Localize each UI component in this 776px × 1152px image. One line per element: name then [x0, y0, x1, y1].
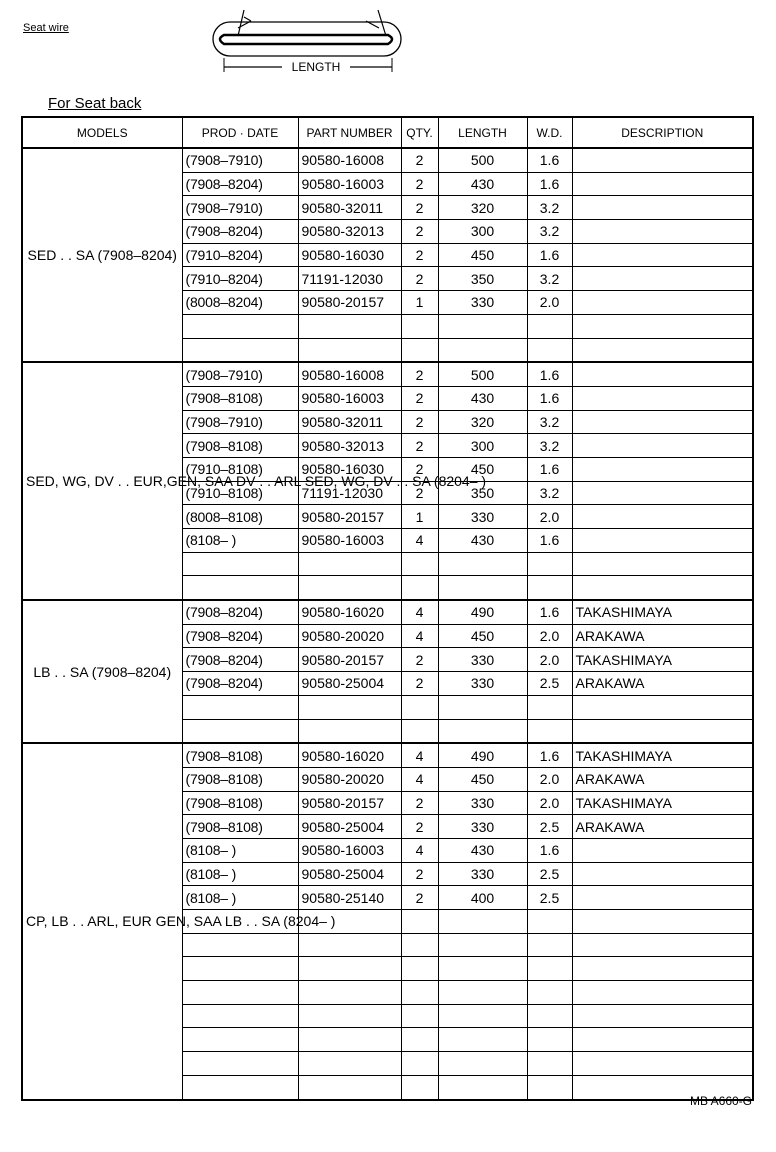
- prod-cell: (8008–8108): [182, 505, 298, 529]
- model-cell: CP, LB . . ARL, EUR GEN, SAA LB . . SA (8204– ): [22, 743, 182, 1099]
- prod-cell: (7908–8108): [182, 743, 298, 767]
- column-header: QTY.: [401, 117, 438, 148]
- qty-cell: [401, 695, 438, 719]
- wd-cell: 1.6: [527, 529, 572, 553]
- part-cell: 90580-32013: [298, 220, 401, 244]
- prod-cell: [182, 552, 298, 576]
- part-cell: 90580-16008: [298, 362, 401, 386]
- wd-cell: [527, 910, 572, 934]
- column-header: PROD · DATE: [182, 117, 298, 148]
- prod-cell: (7908–8108): [182, 815, 298, 839]
- part-cell: 90580-16020: [298, 600, 401, 624]
- prod-cell: (7908–8108): [182, 434, 298, 458]
- wd-cell: [527, 1075, 572, 1099]
- len-cell: 350: [438, 267, 527, 291]
- table-body: [22, 148, 753, 1100]
- desc-cell: ARAKAWA: [572, 815, 753, 839]
- part-cell: [298, 1052, 401, 1076]
- len-cell: 330: [438, 815, 527, 839]
- len-cell: [438, 576, 527, 600]
- part-cell: 90580-16003: [298, 838, 401, 862]
- len-cell: [438, 695, 527, 719]
- table-row: [22, 362, 753, 386]
- len-cell: 450: [438, 457, 527, 481]
- part-cell: 90580-25140: [298, 886, 401, 910]
- part-cell: 90580-16030: [298, 243, 401, 267]
- wd-cell: [527, 576, 572, 600]
- footer-code: MB A660-G: [689, 1094, 752, 1108]
- prod-cell: (8008–8204): [182, 291, 298, 315]
- len-cell: 500: [438, 148, 527, 172]
- model-cell: LB . . SA (7908–8204): [22, 600, 182, 743]
- qty-cell: 2: [401, 172, 438, 196]
- part-cell: 90580-16020: [298, 743, 401, 767]
- qty-cell: 2: [401, 672, 438, 696]
- qty-cell: [401, 910, 438, 934]
- desc-cell: [572, 386, 753, 410]
- wd-cell: 2.0: [527, 624, 572, 648]
- part-cell: [298, 338, 401, 362]
- wd-cell: 2.5: [527, 862, 572, 886]
- wd-cell: 1.6: [527, 386, 572, 410]
- qty-cell: 4: [401, 600, 438, 624]
- wd-cell: 2.0: [527, 767, 572, 791]
- prod-cell: [182, 981, 298, 1005]
- prod-cell: (7908–8204): [182, 624, 298, 648]
- wd-cell: 2.5: [527, 886, 572, 910]
- prod-cell: [182, 338, 298, 362]
- part-cell: 90580-20157: [298, 791, 401, 815]
- part-cell: [298, 576, 401, 600]
- prod-cell: (8108– ): [182, 862, 298, 886]
- qty-cell: [401, 1052, 438, 1076]
- desc-cell: TAKASHIMAYA: [572, 743, 753, 767]
- part-cell: [298, 957, 401, 981]
- len-cell: [438, 910, 527, 934]
- qty-cell: 4: [401, 529, 438, 553]
- qty-cell: 2: [401, 862, 438, 886]
- model-cell: SED . . SA (7908–8204): [22, 148, 182, 362]
- prod-cell: [182, 695, 298, 719]
- wd-cell: 1.6: [527, 457, 572, 481]
- qty-cell: 4: [401, 838, 438, 862]
- part-cell: [298, 719, 401, 743]
- len-cell: 300: [438, 434, 527, 458]
- prod-cell: (7908–7910): [182, 410, 298, 434]
- desc-cell: [572, 981, 753, 1005]
- qty-cell: 4: [401, 624, 438, 648]
- desc-cell: [572, 1052, 753, 1076]
- len-cell: 330: [438, 505, 527, 529]
- seat-wire-diagram: [196, 8, 426, 78]
- part-cell: [298, 314, 401, 338]
- wd-cell: 2.0: [527, 791, 572, 815]
- qty-cell: [401, 576, 438, 600]
- wd-cell: 3.2: [527, 481, 572, 505]
- qty-cell: 2: [401, 243, 438, 267]
- part-cell: 90580-16030: [298, 457, 401, 481]
- len-cell: [438, 552, 527, 576]
- wd-cell: 1.6: [527, 243, 572, 267]
- prod-cell: (7908–7910): [182, 362, 298, 386]
- wd-cell: [527, 338, 572, 362]
- part-cell: 90580-20020: [298, 767, 401, 791]
- prod-cell: [182, 1075, 298, 1099]
- desc-cell: [572, 434, 753, 458]
- desc-cell: [572, 314, 753, 338]
- column-header: MODELS: [22, 117, 182, 148]
- part-cell: [298, 1075, 401, 1099]
- part-cell: 90580-32011: [298, 196, 401, 220]
- prod-cell: (7908–7910): [182, 148, 298, 172]
- len-cell: 400: [438, 886, 527, 910]
- desc-cell: [572, 481, 753, 505]
- part-cell: [298, 981, 401, 1005]
- qty-cell: 2: [401, 220, 438, 244]
- seat-wire-label: Seat wire: [23, 22, 69, 34]
- len-cell: 330: [438, 648, 527, 672]
- wd-cell: 3.2: [527, 220, 572, 244]
- wd-cell: [527, 981, 572, 1005]
- qty-cell: [401, 1075, 438, 1099]
- desc-cell: [572, 576, 753, 600]
- len-cell: 450: [438, 243, 527, 267]
- desc-cell: [572, 362, 753, 386]
- prod-cell: [182, 719, 298, 743]
- part-cell: 90580-25004: [298, 672, 401, 696]
- wd-cell: 1.6: [527, 172, 572, 196]
- prod-cell: [182, 1004, 298, 1028]
- wd-cell: 2.5: [527, 672, 572, 696]
- len-cell: [438, 1052, 527, 1076]
- wd-cell: 3.2: [527, 267, 572, 291]
- wd-cell: [527, 695, 572, 719]
- diagram-length-label: LENGTH: [291, 60, 341, 74]
- desc-cell: [572, 933, 753, 957]
- seat-wire-table: [21, 116, 754, 1101]
- part-cell: 90580-20157: [298, 648, 401, 672]
- desc-cell: [572, 1028, 753, 1052]
- desc-cell: [572, 172, 753, 196]
- column-header: W.D.: [527, 117, 572, 148]
- qty-cell: 2: [401, 196, 438, 220]
- prod-cell: (8108– ): [182, 529, 298, 553]
- prod-cell: (7908–8108): [182, 386, 298, 410]
- prod-cell: [182, 933, 298, 957]
- len-cell: 330: [438, 672, 527, 696]
- qty-cell: 2: [401, 362, 438, 386]
- qty-cell: 2: [401, 791, 438, 815]
- len-cell: 490: [438, 600, 527, 624]
- len-cell: 450: [438, 767, 527, 791]
- part-cell: 90580-20157: [298, 505, 401, 529]
- len-cell: 320: [438, 196, 527, 220]
- desc-cell: [572, 695, 753, 719]
- desc-cell: ARAKAWA: [572, 672, 753, 696]
- table-header-row: [22, 117, 753, 148]
- qty-cell: 2: [401, 457, 438, 481]
- prod-cell: (7910–8204): [182, 267, 298, 291]
- qty-cell: 1: [401, 291, 438, 315]
- qty-cell: 2: [401, 815, 438, 839]
- prod-cell: (7908–8204): [182, 220, 298, 244]
- desc-cell: [572, 1004, 753, 1028]
- prod-cell: [182, 576, 298, 600]
- desc-cell: [572, 243, 753, 267]
- part-cell: 71191-12030: [298, 481, 401, 505]
- len-cell: 490: [438, 743, 527, 767]
- qty-cell: [401, 1028, 438, 1052]
- qty-cell: 2: [401, 386, 438, 410]
- wd-cell: 2.0: [527, 291, 572, 315]
- qty-cell: 2: [401, 886, 438, 910]
- table-row: [22, 148, 753, 172]
- prod-cell: (7910–8108): [182, 457, 298, 481]
- len-cell: 350: [438, 481, 527, 505]
- len-cell: [438, 1004, 527, 1028]
- wd-cell: [527, 552, 572, 576]
- qty-cell: [401, 552, 438, 576]
- desc-cell: [572, 220, 753, 244]
- desc-cell: [572, 267, 753, 291]
- part-cell: 90580-20157: [298, 291, 401, 315]
- wd-cell: [527, 957, 572, 981]
- prod-cell: [182, 314, 298, 338]
- part-cell: 90580-32013: [298, 434, 401, 458]
- qty-cell: 2: [401, 648, 438, 672]
- table-row: [22, 600, 753, 624]
- len-cell: [438, 933, 527, 957]
- desc-cell: [572, 505, 753, 529]
- desc-cell: [572, 291, 753, 315]
- desc-cell: [572, 910, 753, 934]
- wd-cell: 2.0: [527, 648, 572, 672]
- desc-cell: [572, 719, 753, 743]
- wd-cell: 3.2: [527, 196, 572, 220]
- len-cell: 430: [438, 529, 527, 553]
- part-cell: 71191-12030: [298, 267, 401, 291]
- part-cell: 90580-20020: [298, 624, 401, 648]
- wd-cell: 1.6: [527, 743, 572, 767]
- qty-cell: 1: [401, 505, 438, 529]
- qty-cell: 2: [401, 481, 438, 505]
- len-cell: [438, 338, 527, 362]
- part-cell: [298, 552, 401, 576]
- len-cell: 320: [438, 410, 527, 434]
- qty-cell: [401, 981, 438, 1005]
- wd-cell: 3.2: [527, 410, 572, 434]
- column-header: LENGTH: [438, 117, 527, 148]
- prod-cell: (7908–8204): [182, 172, 298, 196]
- prod-cell: (8108– ): [182, 838, 298, 862]
- part-cell: [298, 695, 401, 719]
- len-cell: 430: [438, 838, 527, 862]
- prod-cell: [182, 957, 298, 981]
- len-cell: [438, 719, 527, 743]
- desc-cell: [572, 529, 753, 553]
- qty-cell: 2: [401, 410, 438, 434]
- part-cell: [298, 1004, 401, 1028]
- desc-cell: [572, 838, 753, 862]
- prod-cell: (7908–8204): [182, 648, 298, 672]
- prod-cell: (7908–8204): [182, 600, 298, 624]
- desc-cell: [572, 886, 753, 910]
- desc-cell: [572, 862, 753, 886]
- qty-cell: 2: [401, 148, 438, 172]
- wd-cell: 1.6: [527, 838, 572, 862]
- wd-cell: 1.6: [527, 362, 572, 386]
- prod-cell: (7910–8204): [182, 243, 298, 267]
- part-cell: 90580-16003: [298, 386, 401, 410]
- len-cell: [438, 981, 527, 1005]
- section-title: For Seat back: [48, 95, 142, 112]
- qty-cell: [401, 957, 438, 981]
- len-cell: [438, 957, 527, 981]
- prod-cell: [182, 1028, 298, 1052]
- prod-cell: (8108– ): [182, 886, 298, 910]
- wd-cell: [527, 1052, 572, 1076]
- wd-cell: [527, 314, 572, 338]
- desc-cell: TAKASHIMAYA: [572, 648, 753, 672]
- part-cell: 90580-16003: [298, 529, 401, 553]
- prod-cell: (7908–8204): [182, 672, 298, 696]
- len-cell: 330: [438, 791, 527, 815]
- qty-cell: 4: [401, 743, 438, 767]
- wd-cell: [527, 1028, 572, 1052]
- wd-cell: 1.6: [527, 600, 572, 624]
- wd-cell: 2.5: [527, 815, 572, 839]
- wd-cell: 2.0: [527, 505, 572, 529]
- part-cell: 90580-16003: [298, 172, 401, 196]
- column-header: DESCRIPTION: [572, 117, 753, 148]
- desc-cell: TAKASHIMAYA: [572, 791, 753, 815]
- len-cell: [438, 1028, 527, 1052]
- part-cell: [298, 1028, 401, 1052]
- desc-cell: ARAKAWA: [572, 624, 753, 648]
- column-header: PART NUMBER: [298, 117, 401, 148]
- wd-cell: 3.2: [527, 434, 572, 458]
- desc-cell: [572, 957, 753, 981]
- part-cell: 90580-32011: [298, 410, 401, 434]
- desc-cell: [572, 552, 753, 576]
- table-row: [22, 743, 753, 767]
- model-cell: SED, WG, DV . . EUR,GEN, SAA DV . . ARL SED, WG, DV . . SA (8204– ): [22, 362, 182, 600]
- qty-cell: 2: [401, 434, 438, 458]
- desc-cell: [572, 410, 753, 434]
- prod-cell: (7908–7910): [182, 196, 298, 220]
- qty-cell: 2: [401, 267, 438, 291]
- prod-cell: (7908–8108): [182, 791, 298, 815]
- qty-cell: [401, 314, 438, 338]
- part-cell: 90580-16008: [298, 148, 401, 172]
- desc-cell: [572, 457, 753, 481]
- desc-cell: [572, 196, 753, 220]
- part-cell: 90580-25004: [298, 862, 401, 886]
- len-cell: 430: [438, 172, 527, 196]
- wd-cell: [527, 933, 572, 957]
- len-cell: 330: [438, 862, 527, 886]
- prod-cell: [182, 1052, 298, 1076]
- qty-cell: [401, 1004, 438, 1028]
- qty-cell: [401, 933, 438, 957]
- len-cell: 500: [438, 362, 527, 386]
- desc-cell: [572, 148, 753, 172]
- desc-cell: ARAKAWA: [572, 767, 753, 791]
- len-cell: 300: [438, 220, 527, 244]
- qty-cell: [401, 338, 438, 362]
- wd-cell: 1.6: [527, 148, 572, 172]
- desc-cell: [572, 338, 753, 362]
- prod-cell: (7910–8108): [182, 481, 298, 505]
- part-cell: 90580-25004: [298, 815, 401, 839]
- len-cell: [438, 314, 527, 338]
- qty-cell: [401, 719, 438, 743]
- part-cell: [298, 933, 401, 957]
- wd-cell: [527, 1004, 572, 1028]
- len-cell: [438, 1075, 527, 1099]
- qty-cell: 4: [401, 767, 438, 791]
- prod-cell: (7908–8108): [182, 767, 298, 791]
- desc-cell: TAKASHIMAYA: [572, 600, 753, 624]
- wd-cell: [527, 719, 572, 743]
- len-cell: 430: [438, 386, 527, 410]
- len-cell: 330: [438, 291, 527, 315]
- len-cell: 450: [438, 624, 527, 648]
